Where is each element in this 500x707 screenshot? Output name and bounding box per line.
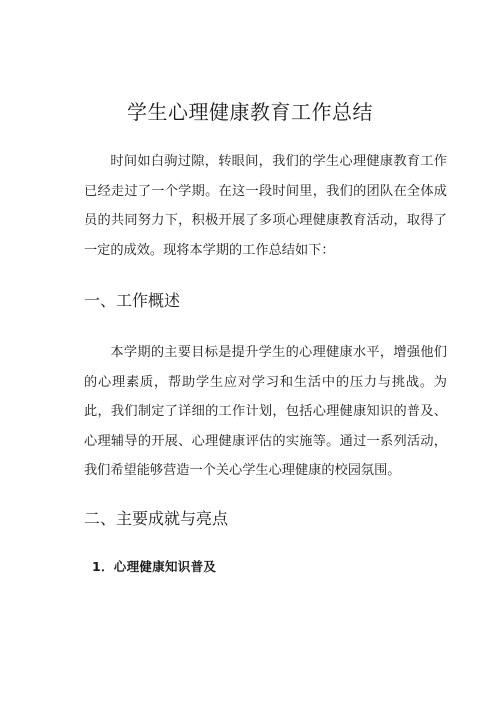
overview-paragraph: 本学期的主要目标是提升学生的心理健康水平，增强他们的心理素质，帮助学生应对学习和生活中的压力与挑战。为此，我们制定了详细的工作计划，包括心理健康知识的普及、心理辅导的开展、心理健康评估的实施等。通过一系列活动，我们希望能够营造一个关心学生心理健康的校园氛围。	[84, 345, 447, 478]
section-heading-achievements: 二、主要成就与亮点	[84, 509, 229, 528]
intro-paragraph: 时间如白驹过隙，转眼间，我们的学生心理健康教育工作已经走过了一个学期。在这一段时间里，我们的团队在全体成员的共同努力下，积极开展了多项心理健康教育活动，取得了一定的成效。现将本学期的工作总结如下：	[84, 154, 447, 258]
document-title: 学生心理健康教育工作总结	[127, 100, 373, 124]
section-heading-overview: 一、工作概述	[84, 291, 181, 310]
subsection-heading-knowledge: 1．心理健康知识普及	[92, 559, 217, 574]
